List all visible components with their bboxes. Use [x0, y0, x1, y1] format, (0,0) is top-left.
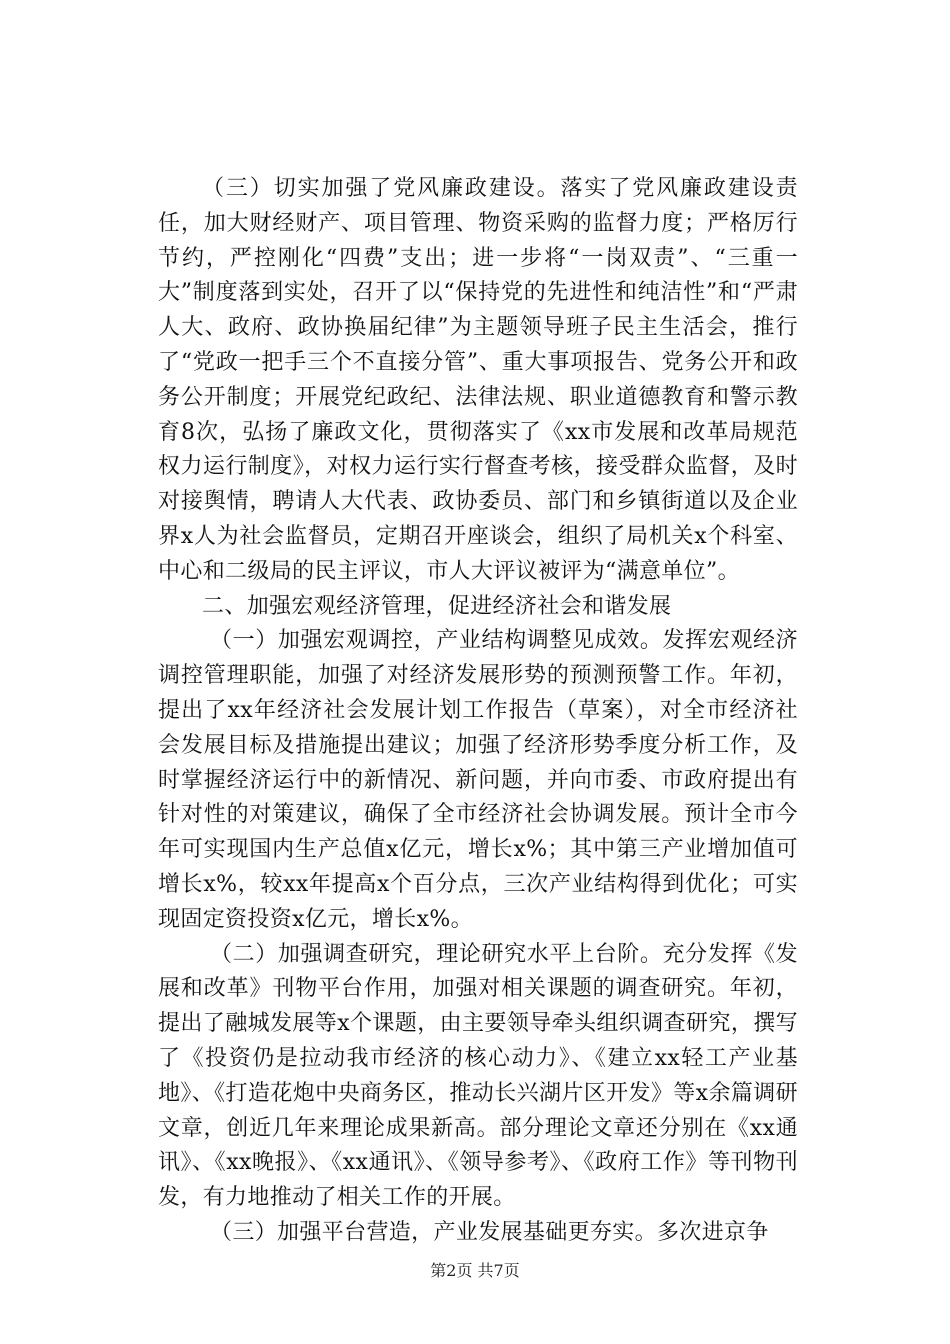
document-body: [158, 172, 798, 1251]
page-number: 第2页 共7页: [430, 1261, 520, 1280]
paragraph-party-conduct: （三）切实加强了党风廉政建设。落实了党风廉政建设责任，加大财经财产、项目管理、物资采购的监督力度；严格厉行节约，严控刚化“四费”支出；进一步将“一岗双责”、“三重一大”制度落到实处，召开了以“保持党的先进性和纯洁性”和“严肃人大、政府、政协换届纪律”为主题领导班子民主生活会，推行了“党政一把手三个不直接分管”、重大事项报告、党务公开和政务公开制度；开展党纪政纪、法律法规、职业道德教育和警示教育8次，弘扬了廉政文化，贯彻落实了《xx市发展和改革局规范权力运行制度》，对权力运行实行督查考核，接受群众监督，及时对接舆情，聘请人大代表、政协委员、部门和乡镇街道以及企业界x人为社会监督员，定期召开座谈会，组织了局机关x个科室、中心和二级局的民主评议，市人大评议被评为“满意单位”。: [158, 176, 798, 584]
section-heading-macro-economy: 二、加强宏观经济管理，促进经济社会和谐发展: [202, 593, 672, 619]
paragraph-platform: （三）加强平台营造，产业发展基础更夯实。多次进京争: [210, 1219, 769, 1245]
paragraph-macro-control: （一）加强宏观调控，产业结构调整见成效。发挥宏观经济调控管理职能，加强了对经济发展形势的预测预警工作。年初，提出了xx年经济社会发展计划工作报告（草案），对全市经济社会发展目标及措施提出建议；加强了经济形势季度分析工作，及时掌握经济运行中的新情况、新问题，并向市委、市政府提出有针对性的对策建议，确保了全市经济社会协调发展。预计全市今年可实现国内生产总值x亿元，增长x%；其中第三产业增加值可增长x%，较xx年提高x个百分点，三次产业结构得到优化；可实现固定资投资x亿元，增长x%。: [158, 628, 798, 932]
paragraph-research: （二）加强调查研究，理论研究水平上台阶。充分发挥《发展和改革》刊物平台作用，加强对相关课题的调查研究。年初，提出了融城发展等x个课题，由主要领导牵头组织调查研究，撰写了《投资仍是拉动我市经济的核心动力》、《建立xx轻工产业基地》、《打造花炮中央商务区，推动长兴湖片区开发》等x余篇调研文章，创近几年来理论成果新高。部分理论文章还分别在《xx通讯》、《xx晚报》、《xx通讯》、《领导参考》、《政府工作》等刊物刊发，有力地推动了相关工作的开展。: [158, 941, 798, 1211]
